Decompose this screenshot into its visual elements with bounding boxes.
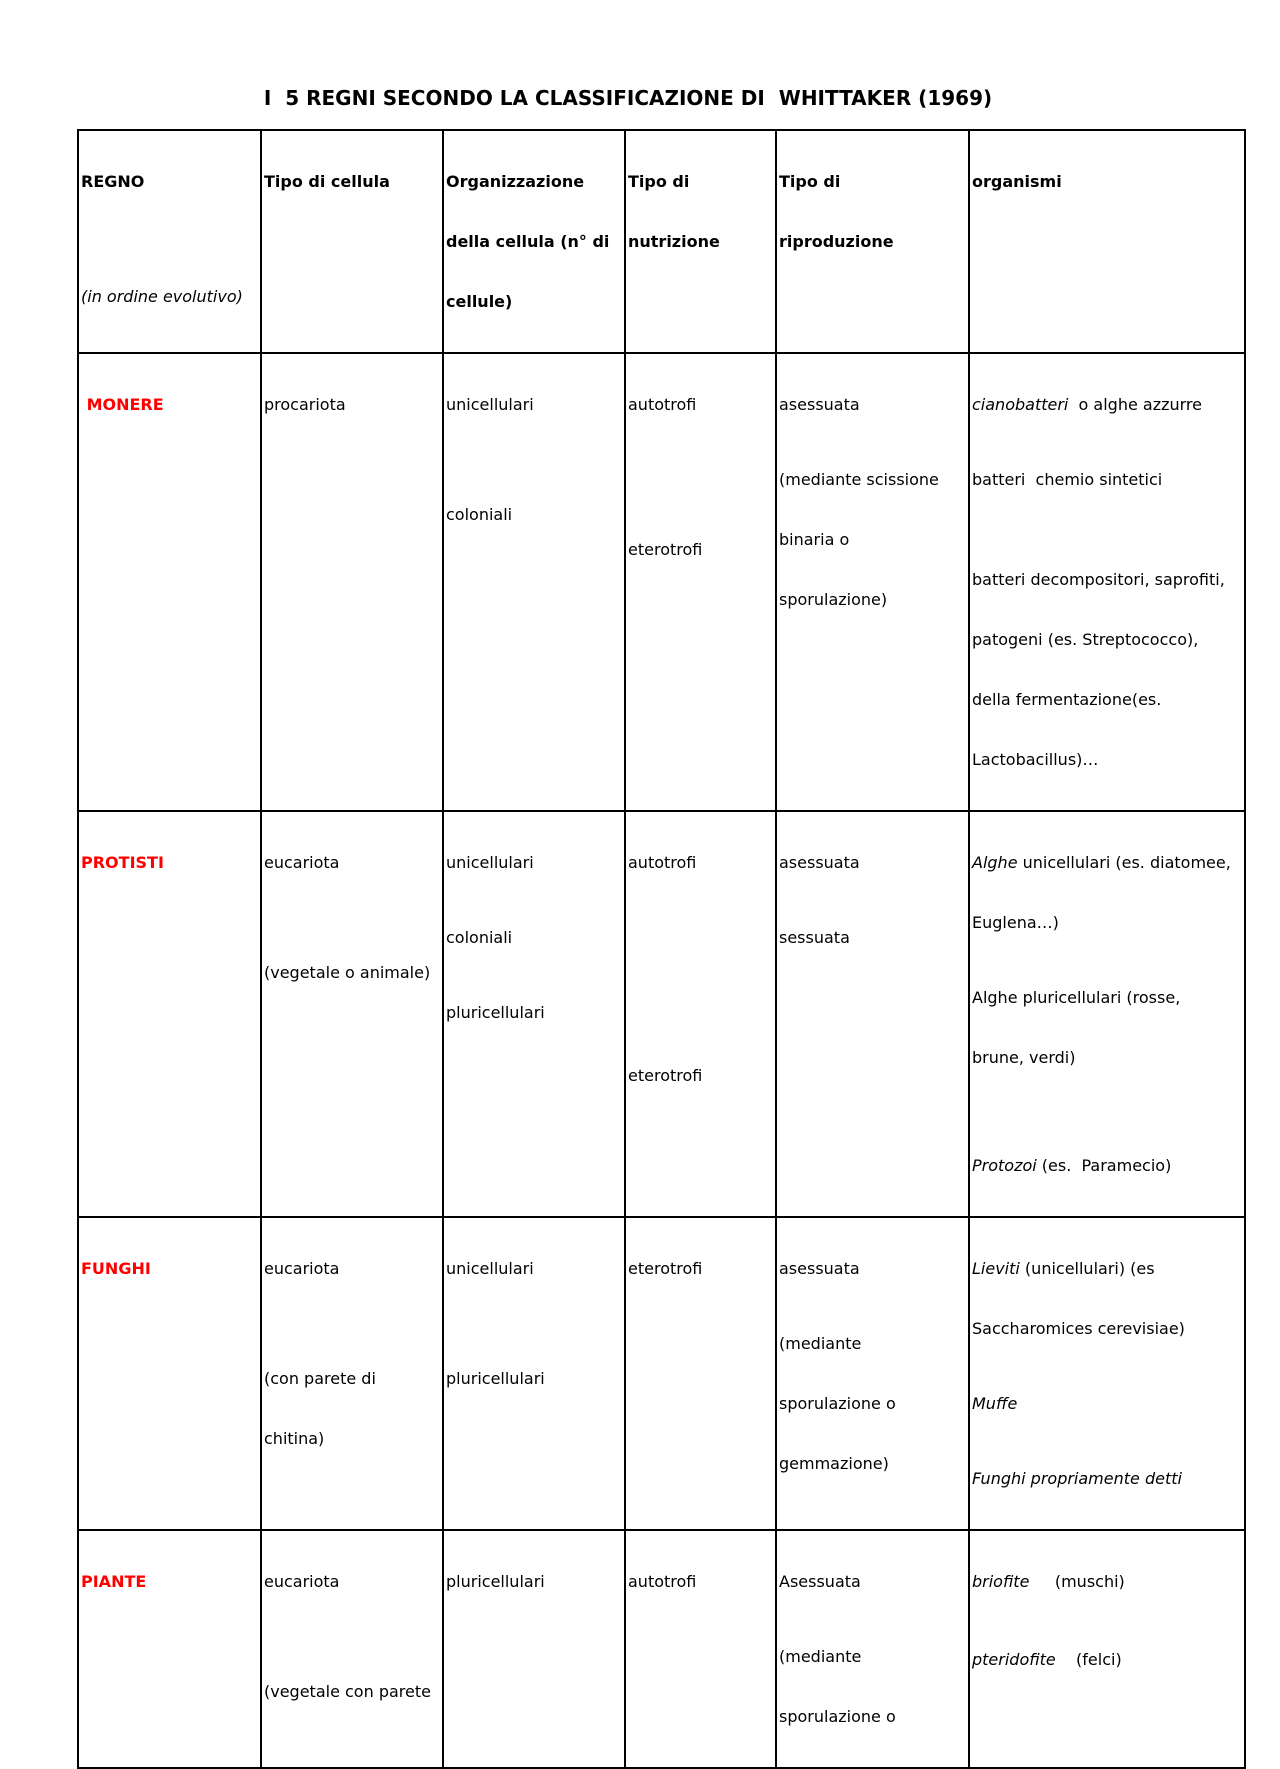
monere-cell: procariota	[261, 353, 443, 811]
protisti-nutrizione: autotrofi eterotrofi	[625, 811, 776, 1217]
regno-funghi: FUNGHI	[78, 1217, 261, 1530]
protisti-organismi: Alghe unicellulari (es. diatomee, Euglena…) Alghe pluricellulari (rosse, brune, verdi) Protozoi (es. Paramecio)	[969, 811, 1245, 1217]
header-organizzazione: Organizzazione della cellula (n° di cellule)	[443, 130, 625, 353]
header-tipo-cellula: Tipo di cellula	[261, 130, 443, 353]
monere-organismi: cianobatteri o alghe azzurre batteri chemio sintetici batteri decompositori, saprofiti, patogeni (es. Streptococco), della fermentazione(es. Lactobacillus)…	[969, 353, 1245, 811]
funghi-nutrizione: eterotrofi	[625, 1217, 776, 1530]
header-regno	[78, 130, 261, 353]
piante-organismi: briofite (muschi) pteridofite (felci)	[969, 1530, 1245, 1768]
regno-piante: PIANTE	[78, 1530, 261, 1768]
table-row	[78, 1530, 1245, 1768]
header-nutrizione: Tipo di nutrizione	[625, 130, 776, 353]
table-row	[78, 353, 1245, 811]
piante-cell: eucariota (vegetale con parete	[261, 1530, 443, 1768]
protisti-cell: eucariota (vegetale o animale)	[261, 811, 443, 1217]
protisti-riproduzione: asessuata sessuata	[776, 811, 969, 1217]
monere-org: unicellulari coloniali	[443, 353, 625, 811]
header-organismi: organismi	[969, 130, 1245, 353]
monere-riproduzione: asessuata (mediante scissione binaria o sporulazione)	[776, 353, 969, 811]
header-regno-note: (in ordine evolutivo)	[81, 287, 243, 306]
piante-riproduzione: Asessuata (mediante sporulazione o	[776, 1530, 969, 1768]
funghi-riproduzione: asessuata (mediante sporulazione o gemmazione)	[776, 1217, 969, 1530]
piante-org: pluricellulari	[443, 1530, 625, 1768]
monere-nutrizione: autotrofi eterotrofi	[625, 353, 776, 811]
funghi-org: unicellulari pluricellulari	[443, 1217, 625, 1530]
funghi-cell: eucariota (con parete di chitina)	[261, 1217, 443, 1530]
piante-nutrizione: autotrofi	[625, 1530, 776, 1768]
header-regno-label: REGNO	[81, 172, 145, 191]
regno-protisti: PROTISTI	[78, 811, 261, 1217]
regno-monere: MONERE	[78, 353, 261, 811]
table-header-row	[78, 130, 1245, 353]
table-row	[78, 1217, 1245, 1530]
funghi-organismi: Lieviti (unicellulari) (es Saccharomices cerevisiae) Muffe Funghi propriamente detti	[969, 1217, 1245, 1530]
header-riproduzione: Tipo di riproduzione	[776, 130, 969, 353]
page-title: I 5 REGNI SECONDO LA CLASSIFICAZIONE DI WHITTAKER (1969)	[263, 86, 993, 110]
protisti-org: unicellulari coloniali pluricellulari	[443, 811, 625, 1217]
table-row	[78, 811, 1245, 1217]
kingdoms-table	[77, 129, 1246, 1769]
